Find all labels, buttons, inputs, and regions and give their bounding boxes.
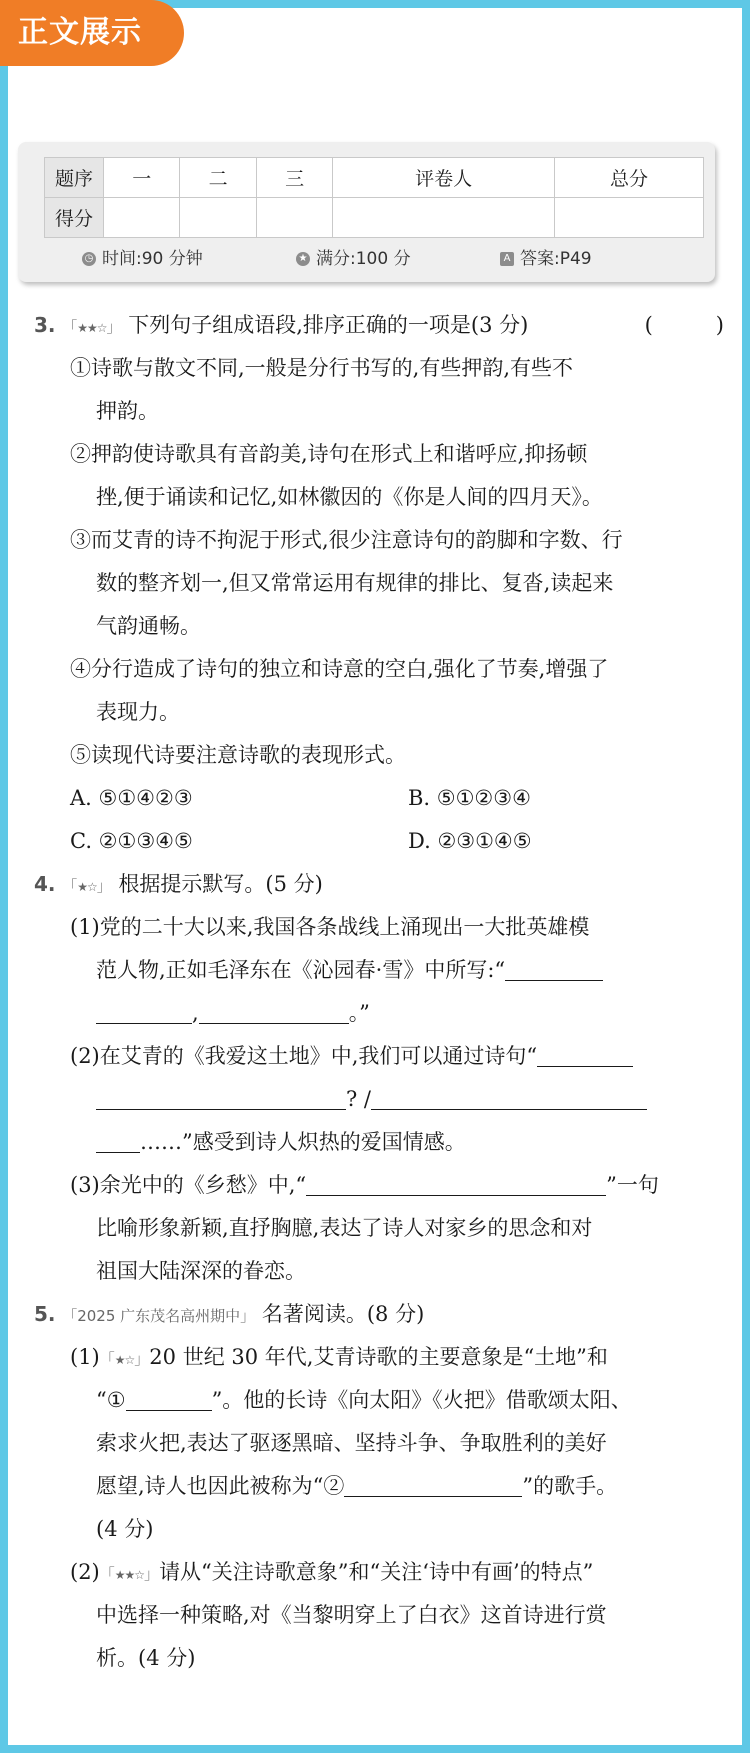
score-input-3[interactable]	[256, 198, 332, 238]
q5-number: 5.	[34, 1302, 56, 1326]
q5-part-2	[34, 1551, 724, 1594]
meta-answer	[500, 246, 592, 272]
q5-part-1-cont3	[34, 1465, 724, 1508]
q3-sentence-5: ⑤读现代诗要注意诗歌的表现形式。	[70, 743, 406, 767]
score-table	[44, 157, 704, 238]
q5-part-1-cont	[34, 1379, 724, 1422]
q3-number: 3.	[34, 313, 56, 337]
q3-stem-line	[34, 304, 724, 347]
medal-icon: ★	[296, 252, 310, 266]
q4-period: 。”	[348, 1001, 370, 1025]
q3-sentence-3-cont2: 气韵通畅。	[96, 614, 201, 638]
q4-blank-1b[interactable]	[96, 997, 192, 1024]
difficulty-stars-icon: ★☆	[114, 1353, 135, 1367]
q3-sentence-1-cont: 押韵。	[96, 399, 159, 423]
q5-source-tag: 「2025 广东茂名高州期中」	[62, 1307, 256, 1325]
q5-part-2-cont2: 析。(4 分)	[96, 1646, 196, 1670]
q4-comma: ,	[192, 1001, 199, 1025]
q3-option-c[interactable]: C. ②①③④⑤	[70, 829, 193, 853]
q4-blank-2d[interactable]	[96, 1126, 140, 1153]
clock-icon: ◷	[82, 252, 96, 266]
q5-part-1-difficulty: 「★☆」	[99, 1350, 150, 1368]
q3-sentence-2-cont: 挫,便于诵读和记忆,如林徽因的《你是人间的四月天》。	[96, 485, 603, 509]
q3-option-b[interactable]: B. ⑤①②③④	[408, 786, 531, 810]
q5-part-2-difficulty: 「★★☆」	[99, 1565, 160, 1583]
q3-sentence-4-cont: 表现力。	[96, 700, 180, 724]
q4-part-2-end: ……”感受到诗人炽热的爱国情感。	[140, 1130, 466, 1154]
page	[8, 8, 742, 1745]
q5-part-2-cont: 中选择一种策略,对《当黎明穿上了白衣》这首诗进行赏	[96, 1603, 607, 1627]
q4-blank-3[interactable]	[306, 1169, 606, 1196]
q3-stem: 下列句子组成语段,排序正确的一项是(3 分)	[128, 313, 529, 337]
meta-time-text: 时间:90 分钟	[102, 249, 203, 269]
score-row-label: 得分	[45, 198, 104, 238]
q5-part-1-quote-end: ”。他的长诗《向太阳》《火把》借歌颂太阳、	[211, 1388, 632, 1412]
q4-difficulty-tag: 「★☆」	[62, 877, 112, 895]
q4-part-1-text: 范人物,正如毛泽东在《沁园春·雪》中所写:“	[96, 958, 506, 982]
meta-full	[296, 246, 411, 272]
score-cell-section-3: 三	[256, 158, 332, 198]
q4-part-2-text: (2)在艾青的《我爱这土地》中,我们可以通过诗句“	[70, 1044, 538, 1068]
score-cell-section-1: 一	[104, 158, 180, 198]
q3-sentence-3: ③而艾青的诗不拘泥于形式,很少注意诗句的韵脚和字数、行	[70, 528, 623, 552]
q5-blank-1[interactable]	[126, 1384, 212, 1411]
q3-sentence-2: ②押韵使诗歌具有音韵美,诗句在形式上和谐呼应,抑扬顿	[70, 442, 588, 466]
q3-difficulty-tag: 「★★☆」	[62, 318, 122, 336]
q4-part-3-cont: 比喻形象新颖,直抒胸臆,表达了诗人对家乡的思念和对	[96, 1216, 593, 1240]
q4-blank-2c[interactable]	[371, 1083, 647, 1110]
score-cell-section-2: 二	[180, 158, 256, 198]
score-value-row	[45, 198, 704, 238]
q5-stem: 名著阅读。(8 分)	[261, 1302, 425, 1326]
score-input-1[interactable]	[104, 198, 180, 238]
q5-part-2-text: 请从“关注诗歌意象”和“关注‘诗中有画’的特点”	[159, 1560, 594, 1584]
q5-part-1-text2-end: ”的歌手。	[522, 1474, 618, 1498]
q4-number: 4.	[34, 872, 56, 896]
score-header-row	[45, 158, 704, 198]
q4-separator: ? /	[346, 1087, 372, 1111]
meta-full-text: 满分:100 分	[316, 249, 411, 269]
q4-part-1-cont2	[34, 992, 724, 1035]
q4-stem: 根据提示默写。(5 分)	[118, 872, 323, 896]
q4-blank-1a[interactable]	[505, 954, 603, 981]
question-content	[34, 304, 724, 1680]
q3-sentence-3-cont: 数的整齐划一,但又常常运用有规律的排比、复沓,读起来	[96, 571, 614, 595]
q5-blank-2[interactable]	[344, 1470, 522, 1497]
q5-part-1-text2: 愿望,诗人也因此被称为“②	[96, 1474, 345, 1498]
q5-part-1-cont2: 索求火把,表达了驱逐黑暗、坚持斗争、争取胜利的美好	[96, 1431, 607, 1455]
q3-options-row-1	[34, 777, 724, 820]
q4-part-2	[34, 1035, 724, 1078]
q5-part-1	[34, 1336, 724, 1379]
q4-blank-2a[interactable]	[537, 1040, 633, 1067]
q4-part-2-cont	[34, 1078, 724, 1121]
score-cell-total: 总分	[554, 158, 703, 198]
q4-part-2-cont2	[34, 1121, 724, 1164]
section-badge: 正文展示	[0, 0, 184, 66]
q4-part-1-cont	[34, 949, 724, 992]
q3-options-row-2	[34, 820, 724, 863]
difficulty-stars-icon: ★★☆	[77, 321, 107, 335]
q3-sentence-1: ①诗歌与散文不同,一般是分行书写的,有些押韵,有些不	[70, 356, 574, 380]
q5-part-1-quote-start: “①	[96, 1388, 126, 1412]
score-cell-grader: 评卷人	[333, 158, 555, 198]
q5-stem-line	[34, 1293, 724, 1336]
q3-option-a[interactable]: A. ⑤①④②③	[70, 786, 193, 810]
score-box	[18, 142, 715, 282]
q4-part-3-text: (3)余光中的《乡愁》中,“	[70, 1173, 307, 1197]
score-input-total[interactable]	[554, 198, 703, 238]
q4-part-3-cont2: 祖国大陆深深的眷恋。	[96, 1259, 306, 1283]
q4-blank-1c[interactable]	[199, 997, 349, 1024]
score-input-grader[interactable]	[333, 198, 555, 238]
q5-part-2-prefix: (2)	[70, 1560, 100, 1584]
q5-part-1-text: 20 世纪 30 年代,艾青诗歌的主要意象是“土地”和	[149, 1345, 608, 1369]
meta-time	[82, 246, 203, 272]
q3-sentence-4: ④分行造成了诗句的独立和诗意的空白,强化了节奏,增强了	[70, 657, 609, 681]
q4-blank-2b[interactable]	[96, 1083, 346, 1110]
q4-stem-line	[34, 863, 724, 906]
q4-part-1: (1)党的二十大以来,我国各条战线上涌现出一大批英雄模	[70, 915, 590, 939]
q3-answer-paren[interactable]: ( )	[644, 313, 724, 337]
score-cell-label: 题序	[45, 158, 104, 198]
q3-option-d[interactable]: D. ②③①④⑤	[408, 829, 532, 853]
difficulty-stars-icon: ★★☆	[114, 1568, 145, 1582]
q5-part-1-prefix: (1)	[70, 1345, 100, 1369]
score-input-2[interactable]	[180, 198, 256, 238]
q4-part-3-end: ”一句	[606, 1173, 659, 1197]
meta-answer-text: 答案:P49	[520, 249, 592, 269]
q4-part-3	[34, 1164, 724, 1207]
q5-part-1-score: (4 分)	[96, 1517, 154, 1541]
answer-icon: A	[500, 252, 514, 266]
difficulty-stars-icon: ★☆	[77, 880, 97, 894]
